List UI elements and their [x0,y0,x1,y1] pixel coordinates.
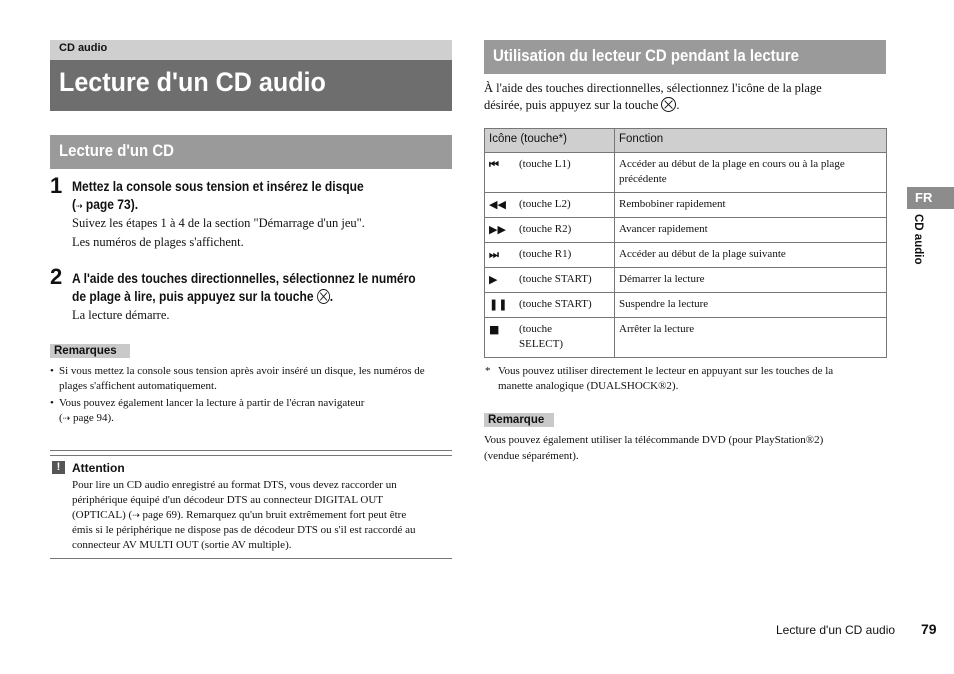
table-cell-icon: ▶▶ (touche R2) [485,218,615,243]
attention-line-5: connecteur AV MULTI OUT (sortie AV multiple). [72,539,292,551]
step2-instruction: A l'aide des touches directionnelles, sélectionnez le numéro [72,270,416,286]
remark-line-2: (vendue séparément). [484,450,579,462]
page-ref-arrow-icon: ⇢ [76,202,83,212]
table-cell-icon: ⏭ (touche R1) [485,243,615,268]
attention-bottom-divider [50,558,452,559]
footnote-marker: * [485,365,491,377]
notes-label: Remarques [50,344,130,358]
page-number: 79 [921,621,937,637]
attention-line-2: périphérique équipé d'un décodeur DTS au connecteur DIGITAL OUT [72,494,384,506]
pause-icon: ❚❚ [489,298,508,311]
attention-label: Attention [72,461,125,475]
step1-instruction: Mettez la console sous tension et insérez le disque [72,178,364,194]
table-header-function: Fonction [615,129,887,153]
attention-line-4: émis si le périphérique ne dispose pas de décodeur DTS ou s'il est raccordé au [72,524,416,536]
play-icon: ▶ [489,273,498,286]
attention-line-1: Pour lire un CD audio enregistré au format DTS, vous devez raccorder un [72,479,397,491]
previous-track-icon: ⏮ [489,158,499,171]
table-row [485,318,887,358]
note-2-line-2: (⇢ page 94). [59,412,114,424]
table-cell-function: Suspendre la lecture [615,293,887,318]
table-row [485,293,887,318]
step2-body: La lecture démarre. [72,308,170,322]
breadcrumb-bar [50,40,452,60]
intro-line-1: À l'aide des touches directionnelles, sélectionnez l'icône de la plage [484,81,822,95]
cross-button-icon [317,289,330,304]
step1-body-2: Les numéros de plages s'affichent. [72,235,244,249]
page-ref-arrow-icon: ⇢ [132,511,140,521]
table-cell-icon: ◀◀ (touche L2) [485,193,615,218]
footer-section-label: Lecture d'un CD audio [776,623,896,637]
table-cell-function: Accéder au début de la plage en cours ou à la plage précédente [615,153,887,193]
table-row [485,243,887,268]
breadcrumb: CD audio [59,42,108,54]
table-row [485,268,887,293]
next-track-icon: ⏭ [489,248,499,261]
table-cell-icon: ■ (touche SELECT) [485,318,615,358]
rewind-icon: ◀◀ [489,198,506,211]
step1-instruction-ref: (⇢ page 73). [72,196,139,212]
page-ref-arrow-icon: ⇢ [62,414,71,424]
note-bullet-1: • [50,365,54,377]
note-2-line-1: Vous pouvez également lancer la lecture à partir de l'écran navigateur [59,397,365,409]
fast-forward-icon: ▶▶ [489,223,506,236]
intro-line-2: désirée, puis appuyez sur la touche . [484,98,680,112]
cross-button-icon [661,97,676,112]
footnote-line-2: manette analogique (DUALSHOCK®2). [498,380,679,392]
table-cell-function: Démarrer la lecture [615,268,887,293]
footnote-line-1: Vous pouvez utiliser directement le lecteur en appuyant sur les touches de la [498,365,834,377]
table-row [485,193,887,218]
table-cell-icon: ▶ (touche START) [485,268,615,293]
table-row [485,153,887,193]
remark-line-1: Vous pouvez également utiliser la télécommande DVD (pour PlayStation®2) [484,434,824,446]
table-header-row [485,129,887,153]
side-chapter-label: CD audio [912,214,924,265]
step2-instruction-line2: de plage à lire, puis appuyez sur la touche . [72,288,334,304]
table-row [485,218,887,243]
table-cell-function: Arrêter la lecture [615,318,887,358]
note-1-line-2: plages s'affichent automatiquement. [59,380,217,392]
table-header-icon: Icône (touche*) [485,129,615,153]
step1-body-1: Suivez les étapes 1 à 4 de la section "Démarrage d'un jeu". [72,216,365,230]
stop-icon: ■ [489,323,500,336]
step-number-2: 2 [50,264,63,289]
table-cell-icon: ⏮ (touche L1) [485,153,615,193]
section-title-left: Lecture d'un CD [59,141,174,160]
attention-line-3: (OPTICAL) (⇢ page 69). Remarquez qu'un bruit extrêmement fort peut être [72,509,407,521]
table-cell-function: Rembobiner rapidement [615,193,887,218]
table-cell-function: Avancer rapidement [615,218,887,243]
section-title-right: Utilisation du lecteur CD pendant la lecture [493,46,799,65]
language-tab-label: FR [915,190,933,205]
table-cell-icon: ❚❚ (touche START) [485,293,615,318]
control-table [484,128,887,358]
note-1-line-1: Si vous mettez la console sous tension après avoir inséré un disque, les numéros de [59,365,425,377]
page-title: Lecture d'un CD audio [59,67,326,97]
warning-icon: ! [52,461,65,474]
remark-label: Remarque [484,413,554,427]
note-bullet-2: • [50,397,54,409]
attention-divider [50,450,452,456]
table-cell-function: Accéder au début de la plage suivante [615,243,887,268]
step-number-1: 1 [50,173,63,198]
